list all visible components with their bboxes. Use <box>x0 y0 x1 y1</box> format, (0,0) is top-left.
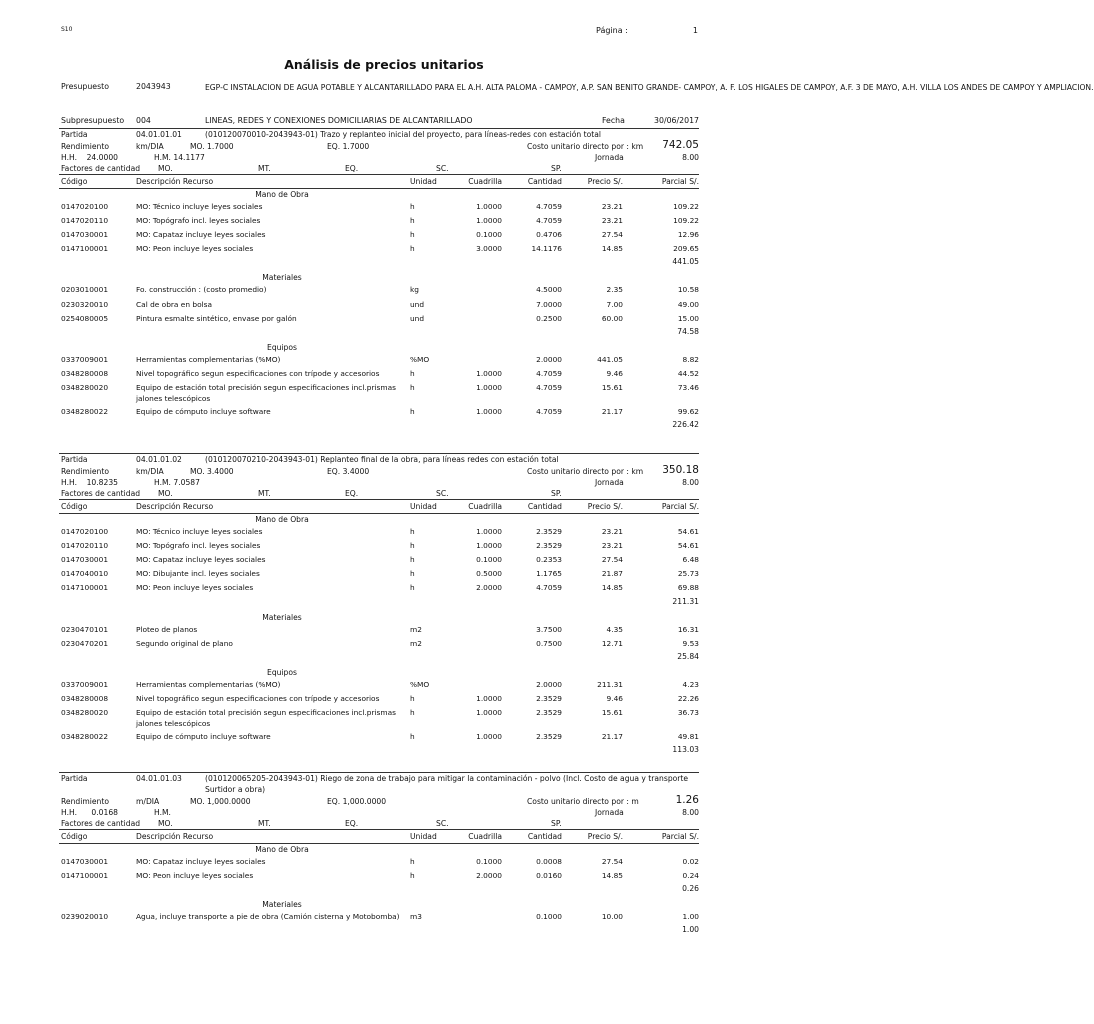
cell-unidad: %MO <box>410 679 430 689</box>
factor-mt: MT. <box>258 819 271 828</box>
cell-parcial: 0.02 <box>682 857 699 866</box>
factor-sp: SP. <box>551 489 562 498</box>
cell-codigo: 0147100001 <box>61 583 109 593</box>
fecha-label: Fecha <box>602 116 625 125</box>
cell-unidad: h <box>410 202 415 211</box>
cell-cuadrilla: 1.0000 <box>476 732 502 741</box>
col-precio: Precio S/. <box>587 502 623 511</box>
cell-codigo: 0147020110 <box>61 216 109 226</box>
group-heading: Equipos <box>267 667 297 677</box>
cell-parcial: 1.00 <box>682 912 699 922</box>
rendimiento-unit: m/DIA <box>136 797 160 806</box>
cell-codigo: 0337009001 <box>61 679 109 689</box>
cell-unidad: h <box>410 583 415 593</box>
factor-mt: MT. <box>258 164 271 173</box>
cell-unidad: h <box>410 569 415 579</box>
cell-cantidad: 0.0008 <box>536 857 562 866</box>
cell-unidad: %MO <box>410 354 430 364</box>
cell-descripcion-line2: jalones telescópicos <box>136 718 211 728</box>
col-precio: Precio S/. <box>587 177 623 186</box>
col-parcial: Parcial S/. <box>661 177 699 186</box>
cell-codigo: 0147100001 <box>61 244 109 254</box>
cell-cantidad: 2.3529 <box>536 693 562 703</box>
group-subtotal: 226.42 <box>672 420 699 430</box>
cell-codigo: 0348280020 <box>61 707 109 717</box>
divider-line <box>59 829 699 830</box>
group-subtotal: 74.58 <box>677 326 699 336</box>
cell-precio: 27.54 <box>601 230 623 240</box>
cell-descripcion: Equipo de cómputo incluye software <box>136 732 271 741</box>
factor-mt: MT. <box>258 489 271 498</box>
group-subtotal: 1.00 <box>682 925 699 935</box>
cell-codigo: 0147100001 <box>61 871 109 881</box>
factor-eq: EQ. <box>345 164 359 173</box>
cell-precio: 23.21 <box>601 216 623 226</box>
costo-unitario-value: 1.26 <box>675 794 699 806</box>
cell-descripcion: MO: Capataz incluye leyes sociales <box>136 230 266 240</box>
cell-precio: 21.17 <box>601 407 623 416</box>
cell-cuadrilla: 1.0000 <box>476 216 502 226</box>
rendimiento-unit: km/DIA <box>136 142 164 151</box>
factor-sc: SC. <box>436 819 449 828</box>
cell-cantidad: 0.2500 <box>536 313 562 323</box>
cell-precio: 21.17 <box>601 732 623 741</box>
cell-cuadrilla: 0.1000 <box>476 555 502 565</box>
hh-label: H.H. <box>61 478 77 487</box>
cell-precio: 12.71 <box>601 638 623 648</box>
hh-value: 10.8235 <box>86 478 118 487</box>
group-subtotal: 441.05 <box>672 257 699 267</box>
group-heading: Materiales <box>262 273 302 283</box>
cell-cuadrilla: 1.0000 <box>476 527 502 536</box>
factores-label: Factores de cantidad <box>61 819 141 828</box>
cell-parcial: 8.82 <box>682 354 699 364</box>
cell-cuadrilla: 1.0000 <box>476 407 502 416</box>
factor-sc: SC. <box>436 489 449 498</box>
cell-cantidad: 0.1000 <box>536 912 562 922</box>
hm-value: H.M. 7.0587 <box>154 478 200 487</box>
rendimiento-label: Rendimiento <box>61 467 109 476</box>
costo-unitario-value: 350.18 <box>662 464 699 476</box>
cell-unidad: h <box>410 555 415 565</box>
cell-cantidad: 4.7059 <box>536 407 562 416</box>
cell-cantidad: 2.0000 <box>536 679 562 689</box>
cell-cuadrilla: 0.1000 <box>476 230 502 240</box>
factores-label: Factores de cantidad <box>61 164 141 173</box>
cell-cantidad: 2.3529 <box>536 707 562 717</box>
cell-cantidad: 2.3529 <box>536 527 562 536</box>
cell-precio: 14.85 <box>601 244 623 254</box>
col-descripcion: Descripción Recurso <box>136 502 214 511</box>
cell-cantidad: 4.7059 <box>536 583 562 593</box>
cell-cuadrilla: 2.0000 <box>476 871 502 881</box>
cell-codigo: 0230470101 <box>61 624 109 634</box>
cell-cantidad: 3.7500 <box>536 624 562 634</box>
cell-precio: 15.61 <box>601 382 623 392</box>
cell-cantidad: 2.3529 <box>536 732 562 741</box>
cell-unidad: h <box>410 541 415 551</box>
cell-precio: 4.35 <box>606 624 623 634</box>
cell-cantidad: 2.3529 <box>536 541 562 551</box>
cell-descripcion: MO: Técnico incluye leyes sociales <box>136 202 263 211</box>
cell-descripcion-line2: jalones telescópicos <box>136 393 211 403</box>
cell-descripcion: Cal de obra en bolsa <box>136 299 213 309</box>
cell-descripcion: MO: Topógrafo incl. leyes sociales <box>136 541 261 551</box>
group-subtotal: 211.31 <box>672 596 699 606</box>
cell-descripcion: MO: Dibujante incl. leyes sociales <box>136 569 260 579</box>
partida-label: Partida <box>61 130 88 139</box>
divider-line <box>59 843 699 844</box>
cell-unidad: h <box>410 368 415 378</box>
col-cantidad: Cantidad <box>527 832 562 841</box>
cell-parcial: 25.73 <box>677 569 699 579</box>
cell-unidad: und <box>410 299 425 309</box>
cell-cantidad: 14.1176 <box>531 244 562 254</box>
cell-cantidad: 4.7059 <box>536 216 562 226</box>
cell-parcial: 73.46 <box>677 382 699 392</box>
cell-descripcion: Herramientas complementarias (%MO) <box>136 679 281 689</box>
divider-line <box>59 513 699 514</box>
partida-description: (010120070210-2043943-01) Replanteo final de la obra, para líneas redes con estación total <box>205 455 559 464</box>
subpresupuesto-label: Subpresupuesto <box>61 116 125 125</box>
cell-cuadrilla: 3.0000 <box>476 244 502 254</box>
cell-cantidad: 4.5000 <box>536 285 562 295</box>
cell-parcial: 0.24 <box>682 871 699 881</box>
cell-parcial: 54.61 <box>677 541 699 551</box>
cell-descripcion: Agua, incluye transporte a pie de obra (Camión cisterna y Motobomba) <box>136 912 400 922</box>
cell-descripcion: Herramientas complementarias (%MO) <box>136 354 281 364</box>
cell-codigo: 0348280008 <box>61 693 109 703</box>
cell-precio: 23.21 <box>601 202 623 211</box>
report-code: S10 <box>61 26 73 33</box>
col-unidad: Unidad <box>410 502 437 511</box>
cell-descripcion: MO: Peon incluye leyes sociales <box>136 871 254 881</box>
factores-label: Factores de cantidad <box>61 489 141 498</box>
cell-unidad: h <box>410 216 415 226</box>
partida-description-line2: Surtidor a obra) <box>205 785 266 794</box>
cell-parcial: 109.22 <box>673 202 699 211</box>
group-heading: Mano de Obra <box>255 845 309 854</box>
cell-parcial: 54.61 <box>677 527 699 536</box>
rendimiento-mo: MO. 1,000.0000 <box>190 797 251 806</box>
cell-parcial: 209.65 <box>673 244 699 254</box>
cell-precio: 2.35 <box>606 285 623 295</box>
cell-parcial: 44.52 <box>677 368 699 378</box>
fecha-value: 30/06/2017 <box>654 116 699 125</box>
cell-cuadrilla: 1.0000 <box>476 382 502 392</box>
group-heading: Materiales <box>262 900 302 910</box>
divider-line <box>59 174 699 175</box>
cell-unidad: h <box>410 407 415 416</box>
hh-value: 0.0168 <box>91 808 118 817</box>
cell-precio: 9.46 <box>606 368 623 378</box>
cell-parcial: 99.62 <box>677 407 699 416</box>
cell-parcial: 109.22 <box>673 216 699 226</box>
cell-precio: 21.87 <box>601 569 623 579</box>
cell-unidad: und <box>410 313 425 323</box>
cell-codigo: 0239020010 <box>61 912 109 922</box>
cell-codigo: 0147020110 <box>61 541 109 551</box>
cell-cantidad: 1.1765 <box>536 569 562 579</box>
cell-unidad: h <box>410 230 415 240</box>
cell-descripcion: MO: Técnico incluye leyes sociales <box>136 527 263 536</box>
factor-mo: MO. <box>158 489 173 498</box>
cell-descripcion: MO: Capataz incluye leyes sociales <box>136 555 266 565</box>
cell-descripcion: MO: Peon incluye leyes sociales <box>136 583 254 593</box>
cell-precio: 9.46 <box>606 693 623 703</box>
partida-code: 04.01.01.02 <box>136 455 182 464</box>
cell-cantidad: 4.7059 <box>536 202 562 211</box>
rendimiento-eq: EQ. 3.4000 <box>327 467 370 476</box>
cell-precio: 23.21 <box>601 527 623 536</box>
hh-value: 24.0000 <box>86 153 118 162</box>
rendimiento-unit: km/DIA <box>136 467 164 476</box>
divider-line <box>59 128 699 129</box>
hh-label: H.H. <box>61 808 77 817</box>
cell-codigo: 0147030001 <box>61 857 109 866</box>
cell-descripcion: Equipo de estación total precisión segun especificaciones incl.prismas <box>136 382 396 392</box>
cell-precio: 441.05 <box>597 354 623 364</box>
rendimiento-mo: MO. 1.7000 <box>190 142 234 151</box>
cell-parcial: 49.81 <box>677 732 699 741</box>
cell-descripcion: Pintura esmalte sintético, envase por galón <box>136 313 297 323</box>
factor-sp: SP. <box>551 819 562 828</box>
cell-cuadrilla: 1.0000 <box>476 202 502 211</box>
cell-precio: 60.00 <box>601 313 623 323</box>
hm-value: H.M. 14.1177 <box>154 153 205 162</box>
cell-descripcion: Segundo original de plano <box>136 638 233 648</box>
col-cantidad: Cantidad <box>527 502 562 511</box>
subpresupuesto-code: 004 <box>136 116 151 125</box>
cell-codigo: 0348280022 <box>61 732 109 741</box>
partida-label: Partida <box>61 774 88 783</box>
rendimiento-mo: MO. 3.4000 <box>190 467 234 476</box>
cell-descripcion: MO: Topógrafo incl. leyes sociales <box>136 216 261 226</box>
jornada-value: 8.00 <box>682 808 699 817</box>
partida-code: 04.01.01.01 <box>136 130 182 139</box>
costo-unitario-label: Costo unitario directo por : km <box>527 467 644 476</box>
cell-cantidad: 4.7059 <box>536 368 562 378</box>
cell-precio: 27.54 <box>601 857 623 866</box>
group-subtotal: 113.03 <box>672 745 699 755</box>
factor-eq: EQ. <box>345 489 359 498</box>
cell-descripcion: MO: Capataz incluye leyes sociales <box>136 857 266 866</box>
cell-cuadrilla: 1.0000 <box>476 368 502 378</box>
col-codigo: Código <box>61 177 88 186</box>
costo-unitario-value: 742.05 <box>662 139 699 151</box>
cell-cantidad: 0.0160 <box>536 871 562 881</box>
cell-parcial: 49.00 <box>677 299 699 309</box>
partida-description: (010120070010-2043943-01) Trazo y replanteo inicial del proyecto, para líneas-redes con estación total <box>205 130 602 139</box>
cell-precio: 211.31 <box>597 679 623 689</box>
page-label: Página : <box>596 26 628 35</box>
cell-parcial: 22.26 <box>677 693 699 703</box>
page-number: 1 <box>692 26 698 35</box>
cell-descripcion: MO: Peon incluye leyes sociales <box>136 244 254 254</box>
cell-parcial: 36.73 <box>677 707 699 717</box>
cell-cuadrilla: 0.5000 <box>476 569 502 579</box>
cell-descripcion: Nivel topográfico segun especificaciones con trípode y accesorios <box>136 368 380 378</box>
cell-precio: 27.54 <box>601 555 623 565</box>
cell-cuadrilla: 2.0000 <box>476 583 502 593</box>
cell-unidad: h <box>410 857 415 866</box>
cell-unidad: h <box>410 732 415 741</box>
partida-label: Partida <box>61 455 88 464</box>
cell-parcial: 15.00 <box>677 313 699 323</box>
cell-unidad: m2 <box>410 624 422 634</box>
cell-codigo: 0348280020 <box>61 382 109 392</box>
cell-precio: 15.61 <box>601 707 623 717</box>
cell-codigo: 0348280022 <box>61 407 109 416</box>
rendimiento-label: Rendimiento <box>61 797 109 806</box>
divider-line <box>59 772 699 773</box>
costo-unitario-label: Costo unitario directo por : m <box>527 797 639 806</box>
cell-codigo: 0337009001 <box>61 354 109 364</box>
partida-code: 04.01.01.03 <box>136 774 182 783</box>
col-descripcion: Descripción Recurso <box>136 832 214 841</box>
jornada-label: Jornada <box>595 808 624 817</box>
factor-sc: SC. <box>436 164 449 173</box>
cell-codigo: 0203010001 <box>61 285 109 295</box>
cell-unidad: h <box>410 871 415 881</box>
cell-unidad: h <box>410 382 415 392</box>
col-parcial: Parcial S/. <box>661 832 699 841</box>
cell-cantidad: 7.0000 <box>536 299 562 309</box>
divider-line <box>59 188 699 189</box>
divider-line <box>59 499 699 500</box>
page-title: Análisis de precios unitarios <box>284 57 484 72</box>
group-subtotal: 25.84 <box>677 651 699 661</box>
hh-label: H.H. <box>61 153 77 162</box>
cell-parcial: 12.96 <box>677 230 699 240</box>
cell-precio: 14.85 <box>601 583 623 593</box>
col-descripcion: Descripción Recurso <box>136 177 214 186</box>
cell-precio: 10.00 <box>601 912 623 922</box>
cell-descripcion: Fo. construcción : (costo promedio) <box>136 285 267 295</box>
col-unidad: Unidad <box>410 177 437 186</box>
cell-unidad: h <box>410 244 415 254</box>
cell-codigo: 0348280008 <box>61 368 109 378</box>
col-cuadrilla: Cuadrilla <box>468 177 502 186</box>
rendimiento-eq: EQ. 1,000.0000 <box>327 797 387 806</box>
cell-precio: 7.00 <box>606 299 623 309</box>
jornada-label: Jornada <box>595 478 624 487</box>
cell-codigo: 0230470201 <box>61 638 109 648</box>
cell-unidad: m2 <box>410 638 422 648</box>
factor-mo: MO. <box>158 819 173 828</box>
cell-descripcion: Equipo de estación total precisión segun especificaciones incl.prismas <box>136 707 396 717</box>
costo-unitario-label: Costo unitario directo por : km <box>527 142 644 151</box>
cell-parcial: 10.58 <box>677 285 699 295</box>
cell-cantidad: 0.7500 <box>536 638 562 648</box>
cell-parcial: 6.48 <box>682 555 699 565</box>
group-heading: Equipos <box>267 342 297 352</box>
cell-cantidad: 0.4706 <box>536 230 562 240</box>
col-codigo: Código <box>61 832 88 841</box>
cell-precio: 23.21 <box>601 541 623 551</box>
rendimiento-label: Rendimiento <box>61 142 109 151</box>
presupuesto-description: EGP-C INSTALACION DE AGUA POTABLE Y ALCANTARILLADO PARA EL A.H. ALTA PALOMA - CAMPOY, A.P. SAN BENITO GRANDE- CAMPOY, A. F. LOS HIGALES DE CAMPOY, A.F. 3 DE MAYO, A.H. VILLA LOS ANDES DE CAMPOY Y AMPLIACION. <box>205 83 1094 92</box>
jornada-value: 8.00 <box>682 478 699 487</box>
col-cuadrilla: Cuadrilla <box>468 502 502 511</box>
cell-precio: 14.85 <box>601 871 623 881</box>
cell-codigo: 0147020100 <box>61 527 109 536</box>
cell-cantidad: 4.7059 <box>536 382 562 392</box>
factor-mo: MO. <box>158 164 173 173</box>
cell-cuadrilla: 1.0000 <box>476 541 502 551</box>
group-subtotal: 0.26 <box>682 884 699 894</box>
cell-cantidad: 2.0000 <box>536 354 562 364</box>
cell-codigo: 0147020100 <box>61 202 109 211</box>
jornada-label: Jornada <box>595 153 624 162</box>
cell-cuadrilla: 1.0000 <box>476 707 502 717</box>
cell-parcial: 16.31 <box>677 624 699 634</box>
cell-parcial: 9.53 <box>682 638 699 648</box>
cell-parcial: 4.23 <box>682 679 699 689</box>
presupuesto-code: 2043943 <box>136 82 171 91</box>
group-heading: Mano de Obra <box>255 190 309 199</box>
col-precio: Precio S/. <box>587 832 623 841</box>
cell-cantidad: 0.2353 <box>536 555 562 565</box>
col-unidad: Unidad <box>410 832 437 841</box>
jornada-value: 8.00 <box>682 153 699 162</box>
col-parcial: Parcial S/. <box>661 502 699 511</box>
group-heading: Materiales <box>262 612 302 622</box>
cell-unidad: h <box>410 693 415 703</box>
cell-unidad: h <box>410 707 415 717</box>
factor-sp: SP. <box>551 164 562 173</box>
subpresupuesto-description: LINEAS, REDES Y CONEXIONES DOMICILIARIAS DE ALCANTARILLADO <box>205 116 473 125</box>
rendimiento-eq: EQ. 1.7000 <box>327 142 370 151</box>
cell-descripcion: Ploteo de planos <box>136 624 198 634</box>
cell-cuadrilla: 1.0000 <box>476 693 502 703</box>
cell-codigo: 0147040010 <box>61 569 109 579</box>
hm-value: H.M. <box>154 808 171 817</box>
partida-description: (010120065205-2043943-01) Riego de zona de trabajo para mitigar la contaminación - polvo (Incl. Costo de agua y transporte <box>205 774 689 783</box>
factor-eq: EQ. <box>345 819 359 828</box>
cell-descripcion: Nivel topográfico segun especificaciones con trípode y accesorios <box>136 693 380 703</box>
col-cuadrilla: Cuadrilla <box>468 832 502 841</box>
cell-parcial: 69.88 <box>677 583 699 593</box>
group-heading: Mano de Obra <box>255 515 309 524</box>
cell-unidad: m3 <box>410 912 422 922</box>
cell-descripcion: Equipo de cómputo incluye software <box>136 407 271 416</box>
cell-codigo: 0147030001 <box>61 230 109 240</box>
divider-line <box>59 453 699 454</box>
col-cantidad: Cantidad <box>527 177 562 186</box>
cell-cuadrilla: 0.1000 <box>476 857 502 866</box>
cell-codigo: 0147030001 <box>61 555 109 565</box>
cell-unidad: kg <box>410 285 419 295</box>
col-codigo: Código <box>61 502 88 511</box>
cell-codigo: 0254080005 <box>61 313 109 323</box>
cell-unidad: h <box>410 527 415 536</box>
presupuesto-label: Presupuesto <box>61 82 109 91</box>
cell-codigo: 0230320010 <box>61 299 109 309</box>
